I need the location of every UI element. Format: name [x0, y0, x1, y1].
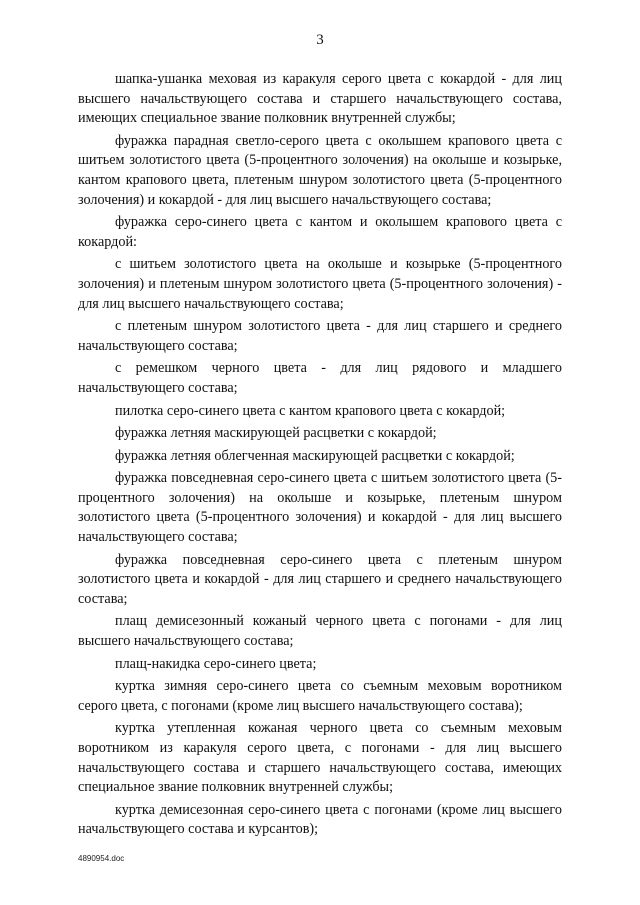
paragraph: куртка утепленная кожаная черного цвета со съемным меховым воротником из каракуля серого цвета, с погонами - для лиц высшего начальствующего состава и старшего начальствующего состава, имеющих специальное звание полковник внутренней службы;: [78, 720, 562, 796]
paragraph: с шитьем золотистого цвета на околыше и козырьке (5-процентного золочения) и плетеным шнуром золотистого цвета (5-процентного золочения) - для лиц высшего начальствующего состава;: [78, 256, 562, 312]
paragraph: плащ-накидка серо-синего цвета;: [115, 655, 317, 672]
paragraph: куртка демисезонная серо-синего цвета с погонами (кроме лиц высшего начальствующего состава и курсантов);: [78, 801, 562, 838]
page-number: 3: [316, 32, 324, 48]
paragraph: плащ демисезонный кожаный черного цвета с погонами - для лиц высшего начальствующего состава;: [78, 613, 562, 650]
paragraph: пилотка серо-синего цвета с кантом крапового цвета с кокардой;: [115, 402, 506, 419]
paragraph: с плетеным шнуром золотистого цвета - для лиц старшего и среднего начальствующего состава;: [78, 318, 562, 354]
document-body: [78, 70, 562, 843]
paragraph: фуражка летняя маскирующей расцветки с кокардой;: [115, 425, 437, 442]
paragraph: фуражка летняя облегченная маскирующей расцветки с кокардой;: [115, 447, 515, 464]
paragraph: фуражка серо-синего цвета с кантом и околышем крапового цвета с кокардой:: [78, 214, 562, 250]
paragraph: шапка-ушанка меховая из каракуля серого цвета с кокардой - для лиц высшего начальствующего состава и старшего начальствующего состава, имеющих специальное звание полковник внутренней службы;: [78, 71, 562, 127]
paragraph: с ремешком черного цвета - для лиц рядового и младшего начальствующего состава;: [78, 360, 562, 396]
paragraph: фуражка повседневная серо-синего цвета с плетеным шнуром золотистого цвета и кокардой - для лиц старшего и среднего начальствующего состава;: [78, 551, 562, 607]
document-filename: 4890954.doc: [78, 854, 125, 863]
paragraph: куртка зимняя серо-синего цвета со съемным меховым воротником серого цвета, с погонами (кроме лиц высшего начальствующего состава);: [78, 678, 562, 714]
paragraph: фуражка повседневная серо-синего цвета с шитьем золотистого цвета (5-процентного золочения) на околыше и козырьке, плетеным шнуром золотистого цвета (5-процентного золочения) и кокардой - для лиц высшего начальствующего состава;: [78, 470, 562, 546]
paragraph: фуражка парадная светло-серого цвета с околышем крапового цвета с шитьем золотистого цвета (5-процентного золочения) на околыше и козырьке, кантом крапового цвета, плетеным шнуром золотистого цвета (5-процентного золочения) и кокардой - для лиц высшего начальствующего состава;: [78, 132, 562, 208]
